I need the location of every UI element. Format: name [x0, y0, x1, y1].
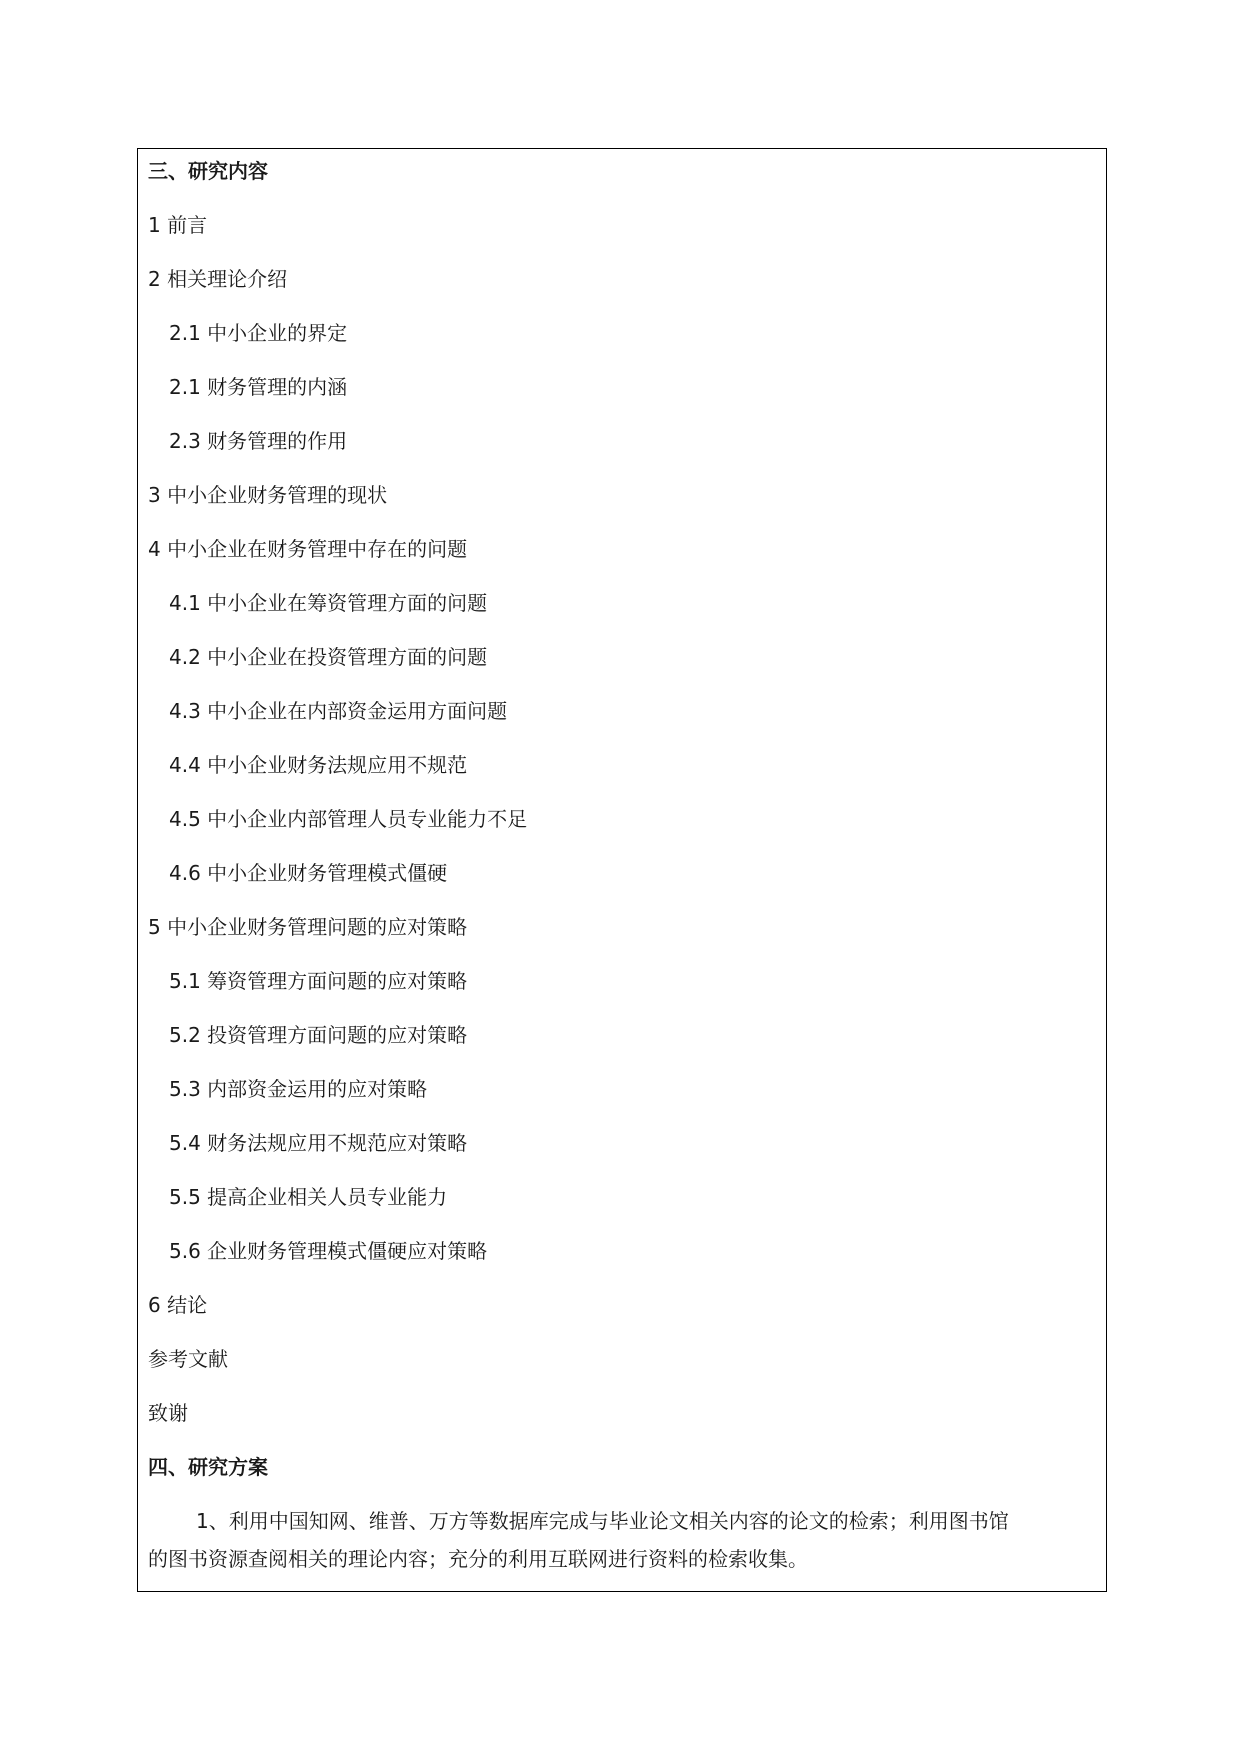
toc-item-4-5: 4.5 中小企业内部管理人员专业能力不足	[169, 807, 528, 831]
toc-item-5-6: 5.6 企业财务管理模式僵硬应对策略	[169, 1239, 488, 1263]
toc-item-acknowledgements: 致谢	[148, 1401, 188, 1425]
toc-item-4-4: 4.4 中小企业财务法规应用不规范	[169, 753, 468, 777]
toc-item-5-5: 5.5 提高企业相关人员专业能力	[169, 1185, 448, 1209]
toc-item-5-1: 5.1 筹资管理方面问题的应对策略	[169, 969, 468, 993]
toc-item-5-3: 5.3 内部资金运用的应对策略	[169, 1077, 428, 1101]
toc-item-5-4: 5.4 财务法规应用不规范应对策略	[169, 1131, 468, 1155]
research-plan-line-1: 1、利用中国知网、维普、万方等数据库完成与毕业论文相关内容的论文的检索；利用图书馆	[196, 1509, 1009, 1533]
toc-item-5: 5 中小企业财务管理问题的应对策略	[148, 915, 468, 939]
research-plan-line-2: 的图书资源查阅相关的理论内容；充分的利用互联网进行资料的检索收集。	[148, 1547, 808, 1571]
toc-item-2-2: 2.1 财务管理的内涵	[169, 375, 348, 399]
section-heading-research-content: 三、研究内容	[148, 159, 268, 183]
toc-item-references: 参考文献	[148, 1347, 228, 1371]
toc-item-4-2: 4.2 中小企业在投资管理方面的问题	[169, 645, 488, 669]
toc-item-2: 2 相关理论介绍	[148, 267, 288, 291]
toc-item-4-3: 4.3 中小企业在内部资金运用方面问题	[169, 699, 508, 723]
section-heading-research-plan: 四、研究方案	[148, 1455, 268, 1479]
toc-item-2-3: 2.3 财务管理的作用	[169, 429, 348, 453]
toc-item-2-1: 2.1 中小企业的界定	[169, 321, 348, 345]
toc-item-4-1: 4.1 中小企业在筹资管理方面的问题	[169, 591, 488, 615]
toc-item-5-2: 5.2 投资管理方面问题的应对策略	[169, 1023, 468, 1047]
toc-item-4-6: 4.6 中小企业财务管理模式僵硬	[169, 861, 448, 885]
toc-item-4: 4 中小企业在财务管理中存在的问题	[148, 537, 468, 561]
toc-item-6: 6 结论	[148, 1293, 208, 1317]
toc-item-1: 1 前言	[148, 213, 208, 237]
toc-item-3: 3 中小企业财务管理的现状	[148, 483, 388, 507]
